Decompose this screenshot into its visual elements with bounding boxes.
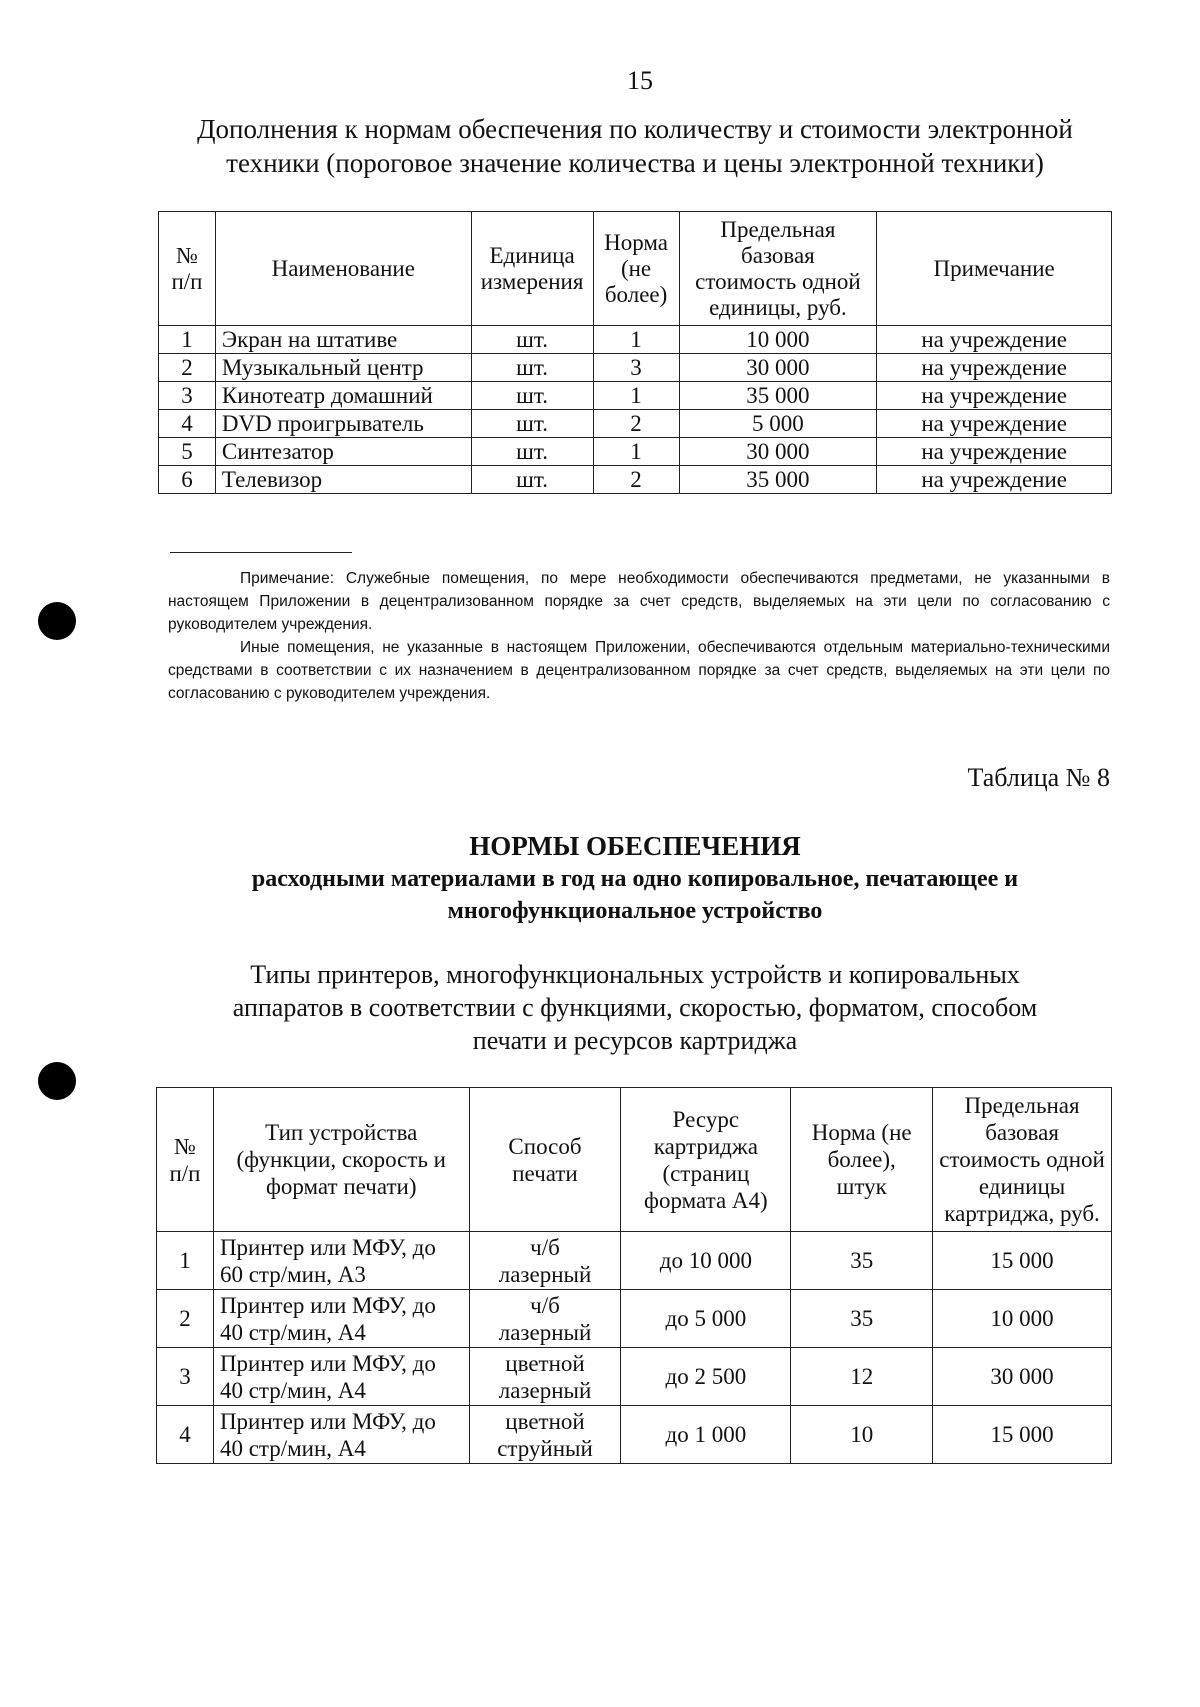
table-header-row (159, 212, 1112, 326)
cell-num: 3 (157, 1348, 214, 1406)
cell-norm: 1 (593, 326, 679, 354)
norms-heading-sub: многофункциональное устройство (447, 898, 823, 924)
cell-cartridge-resource: до 2 500 (621, 1348, 791, 1406)
header-cartridge-resource: Ресурс картриджа (страниц формата А4) (621, 1088, 791, 1232)
table-row (159, 326, 1112, 354)
cell-note: на учреждение (877, 410, 1112, 438)
header-price: Предельная базовая стоимость одной единицы картриджа, руб. (933, 1088, 1112, 1232)
cell-norm: 2 (593, 466, 679, 494)
cell-price: 30 000 (933, 1348, 1112, 1406)
norms-heading-main: НОРМЫ ОБЕСПЕЧЕНИЯ (469, 831, 801, 861)
cell-name: Телевизор (215, 466, 471, 494)
section-title (150, 112, 1120, 180)
cell-name: DVD проигрыватель (215, 410, 471, 438)
consumables-norms-table (156, 1087, 1112, 1464)
cell-price: 5 000 (679, 410, 877, 438)
cell-num: 5 (159, 438, 216, 466)
cell-num: 2 (159, 354, 216, 382)
header-device-type: Тип устройства (функции, скорость и формат печати) (213, 1088, 469, 1232)
section-title-line: Дополнения к нормам обеспечения по количеству и стоимости электронной (197, 114, 1073, 144)
cell-unit: шт. (471, 410, 593, 438)
cell-norm: 3 (593, 354, 679, 382)
table-row (159, 382, 1112, 410)
cell-norm: 35 (791, 1290, 933, 1348)
punch-hole-mark (38, 602, 76, 640)
cell-price: 30 000 (679, 438, 877, 466)
footnote-paragraph: Иные помещения, не указанные в настоящем Приложении, обеспечиваются отдельным материально-техническими средствами в соответствии с их назначением в децентрализованном порядке за счет средств, выделяемых на эти цели по согласованию с руководителем учреждения. (168, 639, 1110, 702)
cell-norm: 1 (593, 382, 679, 410)
cell-norm: 1 (593, 438, 679, 466)
cell-num: 3 (159, 382, 216, 410)
cell-price: 30 000 (679, 354, 877, 382)
cell-unit: шт. (471, 354, 593, 382)
table-row (159, 354, 1112, 382)
table-row (159, 410, 1112, 438)
printer-types-line: Типы принтеров, многофункциональных устройств и копировальных (250, 960, 1020, 989)
cell-num: 2 (157, 1290, 214, 1348)
footnote (168, 567, 1110, 705)
table-header-row (157, 1088, 1112, 1232)
header-unit: Единица измерения (471, 212, 593, 326)
cell-note: на учреждение (877, 382, 1112, 410)
punch-hole-mark (38, 1062, 76, 1100)
cell-name: Экран на штативе (215, 326, 471, 354)
header-num: № п/п (159, 212, 216, 326)
cell-device-type: Принтер или МФУ, до 60 стр/мин, А3 (213, 1232, 469, 1290)
cell-num: 4 (159, 410, 216, 438)
header-name: Наименование (215, 212, 471, 326)
cell-note: на учреждение (877, 354, 1112, 382)
cell-name: Музыкальный центр (215, 354, 471, 382)
printer-types-line: печати и ресурсов картриджа (472, 1026, 798, 1055)
cell-norm: 35 (791, 1232, 933, 1290)
cell-unit: шт. (471, 326, 593, 354)
printer-types-heading (150, 958, 1120, 1057)
cell-price: 10 000 (679, 326, 877, 354)
footnote-paragraph: Примечание: Служебные помещения, по мере необходимости обеспечиваются предметами, не указанными в настоящем Приложении в децентрализованном порядке за счет средств, выделяемых на эти цели по согласованию с руководителем учреждения. (168, 570, 1110, 633)
footnote-divider (170, 552, 352, 553)
header-print-method: Способ печати (469, 1088, 621, 1232)
header-norm: Норма (не более), штук (791, 1088, 933, 1232)
cell-device-type: Принтер или МФУ, до 40 стр/мин, А4 (213, 1348, 469, 1406)
cell-note: на учреждение (877, 326, 1112, 354)
header-norm: Норма (не более) (593, 212, 679, 326)
cell-cartridge-resource: до 5 000 (621, 1290, 791, 1348)
table-row (157, 1232, 1112, 1290)
cell-print-method: цветной лазерный (469, 1348, 621, 1406)
table-row (157, 1348, 1112, 1406)
cell-norm: 10 (791, 1406, 933, 1464)
cell-num: 1 (159, 326, 216, 354)
section-title-line: техники (пороговое значение количества и цены электронной техники) (226, 148, 1044, 178)
cell-price: 35 000 (679, 466, 877, 494)
printer-types-line: аппаратов в соответствии с функциями, скоростью, форматом, способом (232, 993, 1038, 1022)
cell-name: Синтезатор (215, 438, 471, 466)
table-row (157, 1406, 1112, 1464)
table-row (159, 438, 1112, 466)
cell-print-method: ч/б лазерный (469, 1290, 621, 1348)
cell-unit: шт. (471, 382, 593, 410)
cell-price: 15 000 (933, 1232, 1112, 1290)
cell-price: 10 000 (933, 1290, 1112, 1348)
table-row (157, 1290, 1112, 1348)
cell-device-type: Принтер или МФУ, до 40 стр/мин, А4 (213, 1406, 469, 1464)
page-number: 15 (627, 66, 653, 95)
cell-unit: шт. (471, 438, 593, 466)
norms-heading (150, 829, 1120, 927)
table-row (159, 466, 1112, 494)
cell-unit: шт. (471, 466, 593, 494)
cell-norm: 2 (593, 410, 679, 438)
cell-cartridge-resource: до 1 000 (621, 1406, 791, 1464)
cell-print-method: цветной струйный (469, 1406, 621, 1464)
cell-num: 6 (159, 466, 216, 494)
cell-note: на учреждение (877, 466, 1112, 494)
cell-device-type: Принтер или МФУ, до 40 стр/мин, А4 (213, 1290, 469, 1348)
cell-num: 1 (157, 1232, 214, 1290)
cell-print-method: ч/б лазерный (469, 1232, 621, 1290)
cell-num: 4 (157, 1406, 214, 1464)
cell-note: на учреждение (877, 438, 1112, 466)
cell-price: 35 000 (679, 382, 877, 410)
header-price: Предельная базовая стоимость одной единицы, руб. (679, 212, 877, 326)
cell-cartridge-resource: до 10 000 (621, 1232, 791, 1290)
table-number: Таблица № 8 (967, 763, 1110, 792)
header-num: № п/п (157, 1088, 214, 1232)
electronics-norms-table (158, 211, 1112, 494)
norms-heading-sub: расходными материалами в год на одно копировальное, печатающее и (251, 866, 1019, 892)
header-note: Примечание (877, 212, 1112, 326)
cell-price: 15 000 (933, 1406, 1112, 1464)
cell-norm: 12 (791, 1348, 933, 1406)
cell-name: Кинотеатр домашний (215, 382, 471, 410)
